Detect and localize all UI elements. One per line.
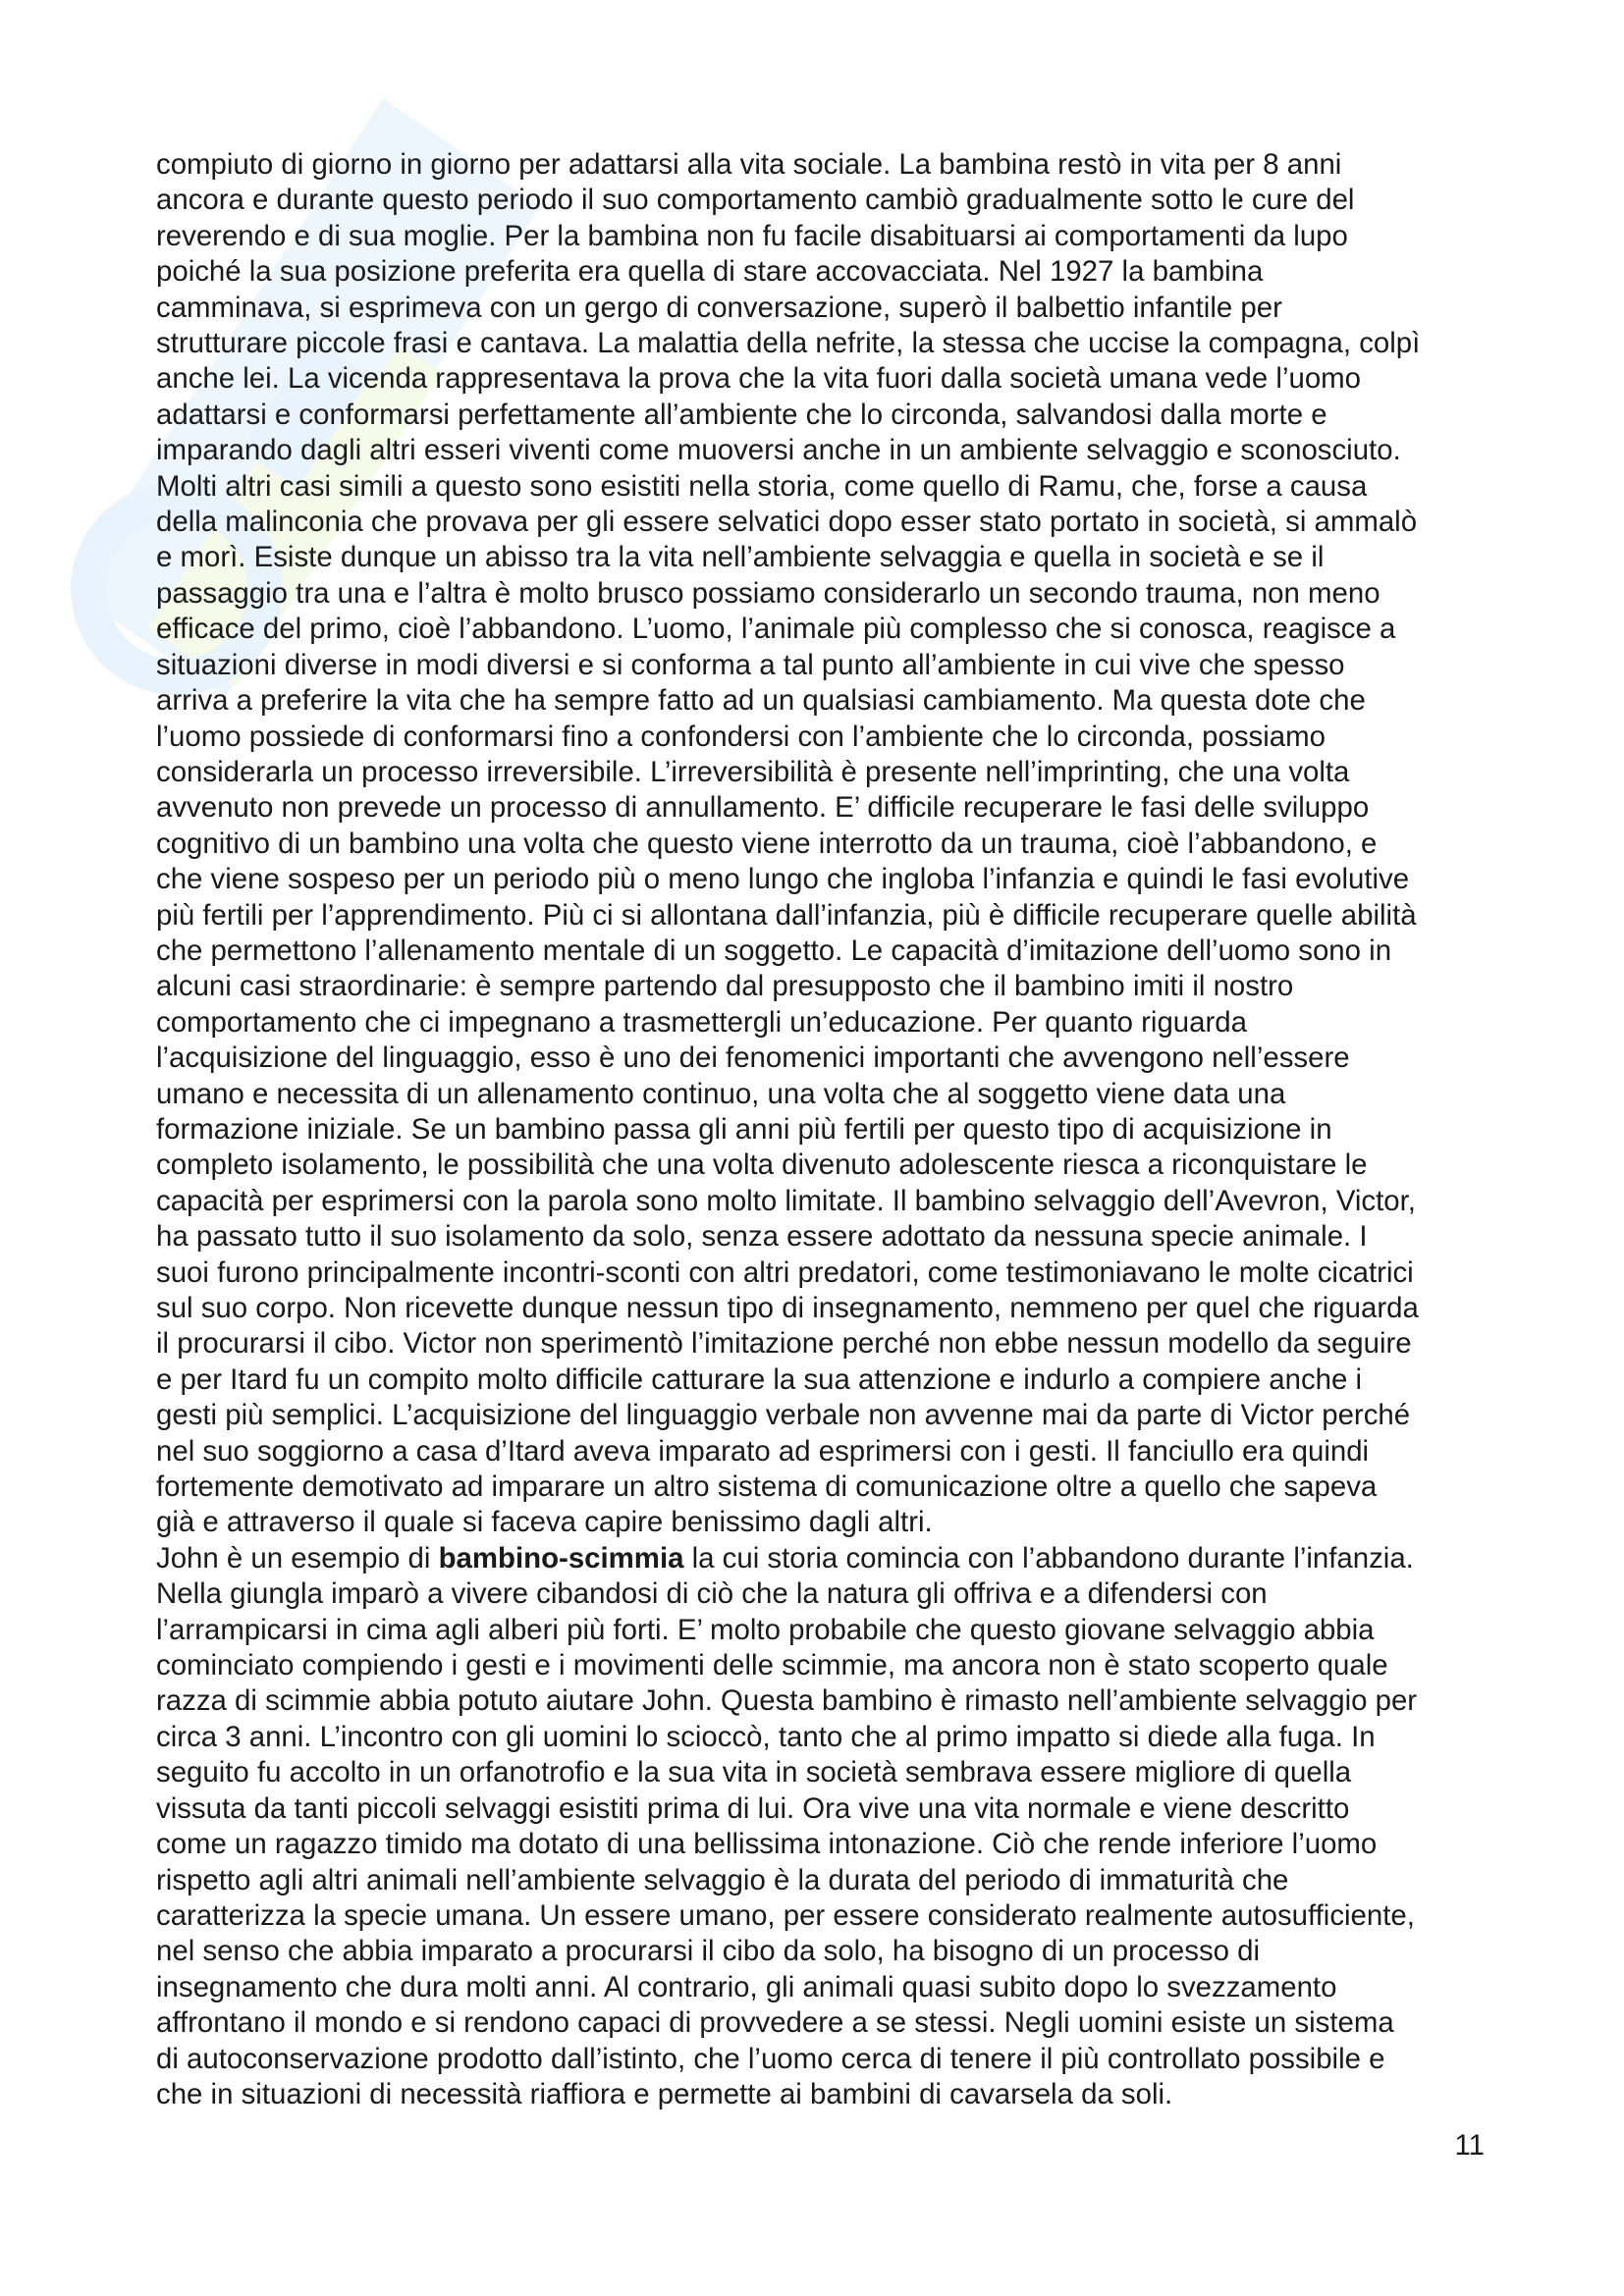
text-line: poiché la sua posizione preferita era quella di stare accovacciata. Nel 1927 la bambina (156, 255, 1264, 289)
text-line: ha passato tutto il suo isolamento da solo, senza essere adottato da nessuna specie animale. I (156, 1220, 1368, 1254)
text-line: l’acquisizione del linguaggio, esso è uno dei fenomenici importanti che avvengono nell’essere (156, 1041, 1350, 1075)
text-line: che in situazioni di necessità riaffiora e permette ai bambini di cavarsela da soli. (156, 2077, 1173, 2110)
text-line: vissuta da tanti piccoli selvaggi esistiti prima di lui. Ora vive una vita normale e viene descritto (156, 1791, 1350, 1825)
paragraph-1 (156, 147, 1484, 1541)
text-line: affrontano il mondo e si rendono capaci di provvedere a se stessi. Negli uomini esiste un sistema (156, 2006, 1394, 2040)
text-line: completo isolamento, le possibilità che una volta divenuto adolescente riesca a riconquistare le (156, 1148, 1368, 1182)
text-line: l’arrampicarsi in cima agli alberi più forti. E’ molto probabile che questo giovane selvaggio abbia (156, 1613, 1375, 1646)
text-line: cognitivo di un bambino una volta che questo viene interrotto da un trauma, cioè l’abbandono, e (156, 827, 1378, 860)
text-run: la cui storia comincia con l’abbandono durante l’infanzia. (683, 1541, 1414, 1575)
text-line: Molti altri casi simili a questo sono esistiti nella storia, come quello di Ramu, che, forse a causa (156, 469, 1368, 503)
text-line: e morì. Esiste dunque un abisso tra la vita nell’ambiente selvaggia e quella in società e se il (156, 541, 1325, 574)
text-line: il procurarsi il cibo. Victor non sperimentò l’imitazione perché non ebbe nessun modello da seguire (156, 1327, 1412, 1361)
text-line: Nella giungla imparò a vivere cibandosi di ciò che la natura gli offriva e a difendersi con (156, 1577, 1268, 1611)
text-line: ancora e durante questo periodo il suo comportamento cambiò gradualmente sotto le cure del (156, 184, 1355, 217)
text-line: comportamento che ci impegnano a trasmettergli un’educazione. Per quanto riguarda (156, 1005, 1247, 1039)
text-line: anche lei. La vicenda rappresentava la prova che la vita fuori dalla società umana vede l’uomo (156, 362, 1361, 396)
text-line: che permettono l’allenamento mentale di un soggetto. Le capacità d’imitazione dell’uomo sono in (156, 934, 1392, 967)
text-line: nel suo soggiorno a casa d’Itard aveva imparato ad esprimersi con i gesti. Il fanciullo era quindi (156, 1434, 1370, 1468)
paragraph-2 (156, 1541, 1484, 2113)
text-line: insegnamento che dura molti anni. Al contrario, gli animali quasi subito dopo lo svezzamento (156, 1970, 1337, 2003)
text-line: compiuto di giorno in giorno per adattarsi alla vita sociale. La bambina restò in vita per 8 anni (156, 148, 1342, 181)
text-line: della malinconia che provava per gli essere selvatici dopo esser stato portato in società, si ammalò (156, 506, 1418, 539)
text-line: di autoconservazione prodotto dall’istinto, che l’uomo cerca di tenere il più controllato possibile e (156, 2042, 1385, 2075)
text-line: reverendo e di sua moglie. Per la bambina non fu facile disabituarsi ai comportamenti da lupo (156, 219, 1348, 252)
text-line: alcuni casi straordinarie: è sempre partendo dal presupposto che il bambino imiti il nostro (156, 970, 1294, 1003)
text-line: e per Itard fu un compito molto difficile catturare la sua attenzione e indurlo a compiere anche i (156, 1362, 1363, 1396)
page-number: 11 (1454, 2129, 1485, 2162)
text-line: fortemente demotivato ad imparare un altro sistema di comunicazione oltre a quello che sapeva (156, 1470, 1378, 1504)
text-line: umano e necessita di un allenamento continuo, una volta che al soggetto viene data una (156, 1077, 1286, 1110)
text-line: strutturare piccole frasi e cantava. La malattia della nefrite, la stessa che uccise la compagna, colpì (156, 327, 1421, 360)
text-line: avvenuto non prevede un processo di annullamento. E’ difficile recuperare le fasi delle sviluppo (156, 791, 1370, 825)
text-line: efficace del primo, cioè l’abbandono. L’uomo, l’animale più complesso che si conosca, reagisce a (156, 613, 1396, 646)
text-line: camminava, si esprimeva con un gergo di conversazione, superò il balbettio infantile per (156, 291, 1282, 324)
text-line: già e attraverso il quale si faceva capire benissimo dagli altri. (156, 1506, 933, 1539)
text-line: arriva a preferire la vita che ha sempre fatto ad un qualsiasi cambiamento. Ma questa dote che (156, 684, 1366, 718)
bold-term: bambino-scimmia (438, 1541, 684, 1575)
text-line: passaggio tra una e l’altra è molto brusco possiamo considerarlo un secondo trauma, non meno (156, 576, 1380, 610)
text-line: cominciato compiendo i gesti e i movimenti delle scimmie, ma ancora non è stato scoperto quale (156, 1649, 1388, 1682)
text-line: razza di scimmie abbia potuto aiutare John. Questa bambino è rimasto nell’ambiente selvaggio per (156, 1684, 1418, 1718)
text-line: formazione iniziale. Se un bambino passa gli anni più fertili per questo tipo di acquisizione in (156, 1112, 1332, 1146)
text-line: imparando dagli altri esseri viventi come muoversi anche in un ambiente selvaggio e sconosciuto. (156, 434, 1401, 467)
text-line: sul suo corpo. Non ricevette dunque nessun tipo di insegnamento, nemmeno per quel che riguarda (156, 1292, 1419, 1324)
text-line: più fertili per l’apprendimento. Più ci si allontana dall’infanzia, più è difficile recuperare quelle abilità (156, 898, 1417, 932)
text-line: l’uomo possiede di conformarsi fino a confondersi con l’ambiente che lo circonda, possiamo (156, 720, 1326, 753)
text-line: come un ragazzo timido ma dotato di una bellissima intonazione. Ciò che rende inferiore l’uomo (156, 1828, 1378, 1861)
text-line: nel senso che abbia imparato a procurarsi il cibo da solo, ha bisogno di un processo di (156, 1935, 1261, 1968)
text-line: considerarla un processo irreversibile. L’irreversibilità è presente nell’imprinting, che una volta (156, 755, 1350, 788)
text-line: che viene sospeso per un periodo più o meno lungo che ingloba l’infanzia e quindi le fasi evolutive (156, 863, 1410, 896)
text-run: John è un esempio di (156, 1541, 439, 1575)
text-line (156, 1541, 1484, 1576)
text-line: suoi furono principalmente incontri-sconti con altri predatori, come testimoniavano le molte cicatrici (156, 1255, 1414, 1289)
text-line: caratterizza la specie umana. Un essere umano, per essere considerato realmente autosufficiente, (156, 1898, 1415, 1932)
text-line: gesti più semplici. L’acquisizione del linguaggio verbale non avvenne mai da parte di Victor perché (156, 1399, 1411, 1432)
text-line: capacità per esprimersi con la parola sono molto limitate. Il bambino selvaggio dell’Avevron, Victor, (156, 1184, 1416, 1217)
document-body (156, 147, 1484, 2112)
text-line: circa 3 anni. L’incontro con gli uomini lo scioccò, tanto che al primo impatto si diede alla fuga. In (156, 1720, 1376, 1753)
text-line: seguito fu accolto in un orfanotrofio e la sua vita in società sembrava essere migliore di quella (156, 1756, 1352, 1789)
text-line: adattarsi e conformarsi perfettamente all’ambiente che lo circonda, salvandosi dalla morte e (156, 398, 1327, 431)
text-line: rispetto agli altri animali nell’ambiente selvaggio è la durata del periodo di immaturità che (156, 1863, 1289, 1896)
text-line: situazioni diverse in modi diversi e si conforma a tal punto all’ambiente in cui vive che spesso (156, 648, 1345, 681)
